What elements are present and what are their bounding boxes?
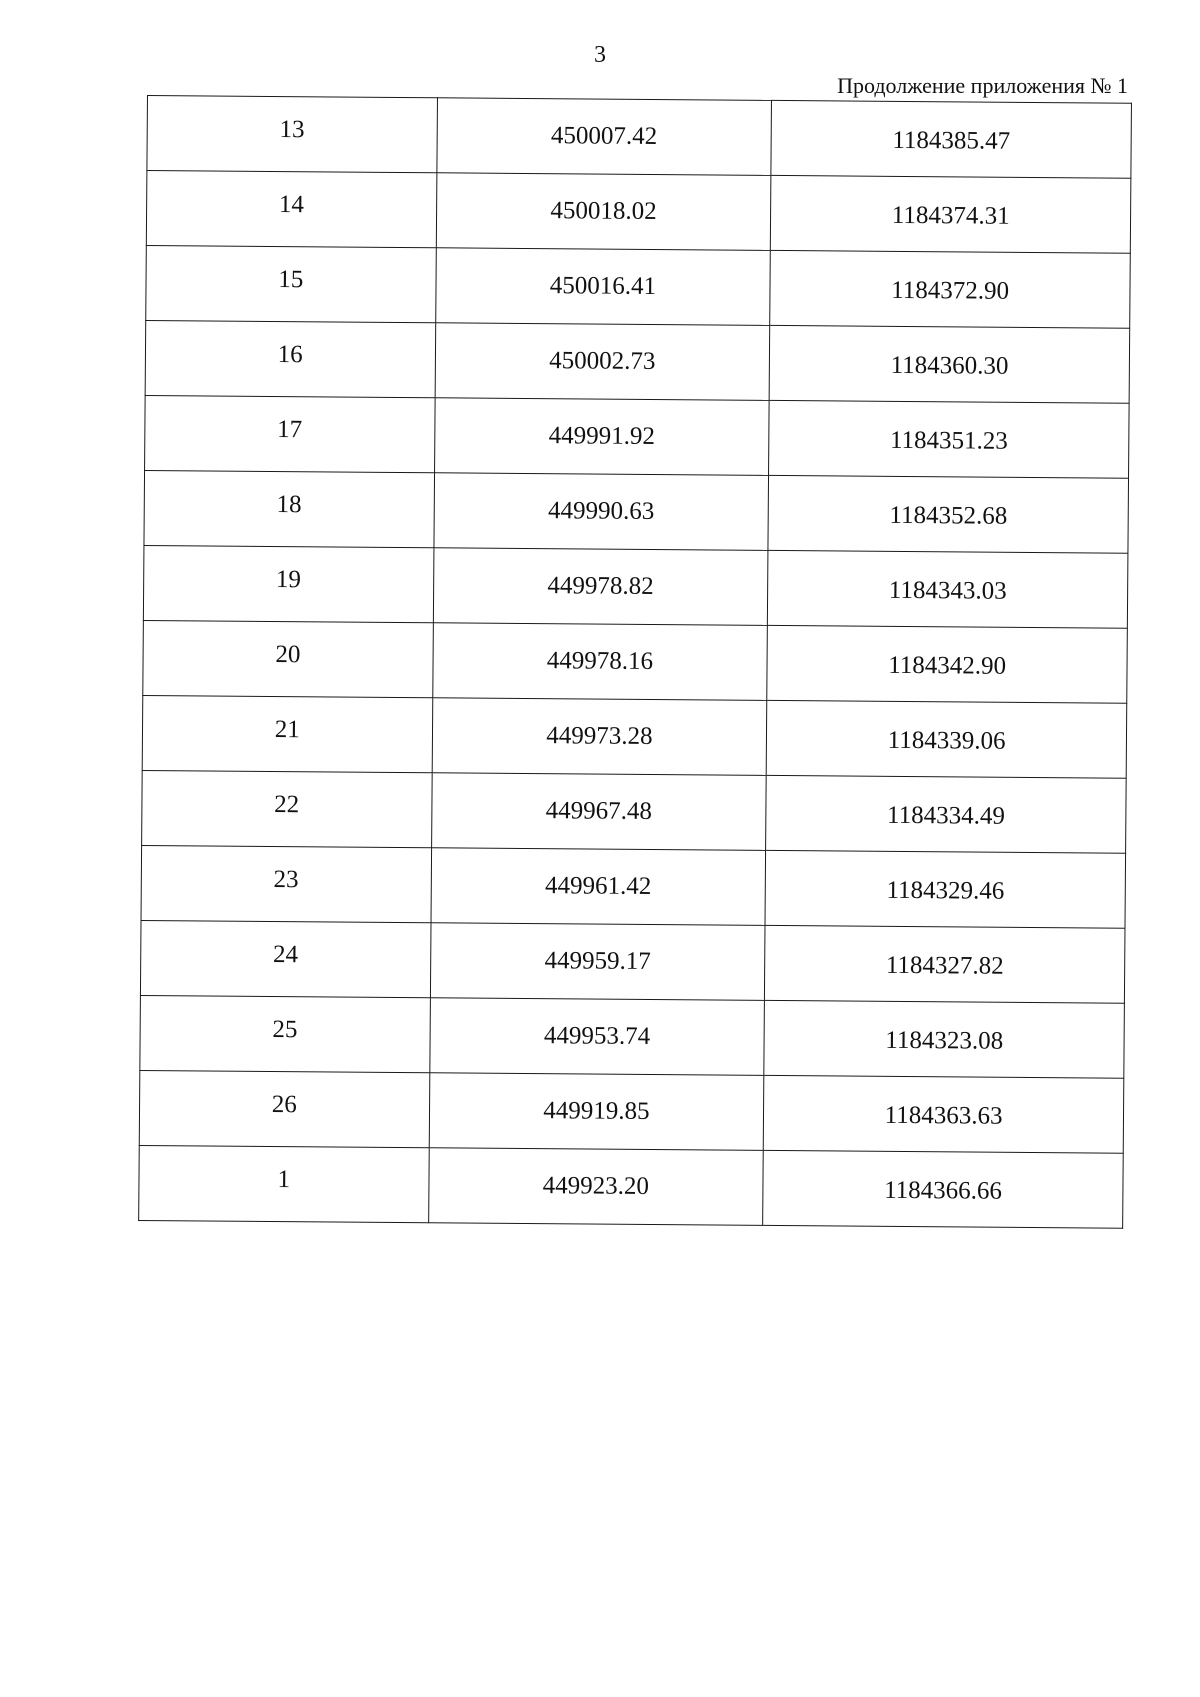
x-coordinate-cell: 449953.74 (429, 998, 764, 1076)
x-coordinate-cell: 449978.16 (432, 623, 767, 701)
continuation-label: Продолжение приложения № 1 (837, 73, 1128, 98)
y-coordinate-cell: 1184366.66 (763, 1150, 1123, 1228)
y-coordinate-cell: 1184323.08 (764, 1000, 1124, 1078)
point-number-cell: 17 (145, 395, 435, 472)
point-number-cell: 22 (142, 770, 432, 847)
table-row (140, 995, 1125, 1078)
point-number-cell: 14 (146, 171, 436, 248)
point-number-cell: 21 (142, 695, 432, 772)
y-coordinate-cell: 1184363.63 (764, 1075, 1124, 1153)
y-coordinate-cell: 1184339.06 (766, 700, 1126, 778)
x-coordinate-cell: 450007.42 (436, 98, 771, 176)
point-number-cell: 15 (146, 245, 436, 322)
table-row (140, 920, 1125, 1003)
x-coordinate-cell: 449959.17 (430, 923, 765, 1001)
table-row (144, 470, 1129, 553)
x-coordinate-cell: 449961.42 (431, 848, 766, 926)
table-row (143, 545, 1128, 628)
point-number-cell: 20 (143, 620, 433, 697)
table-row (146, 171, 1131, 254)
point-number-cell: 16 (145, 320, 435, 397)
x-coordinate-cell: 450016.41 (435, 248, 770, 326)
table-row (142, 695, 1127, 778)
table-row (142, 770, 1127, 853)
page-number: 3 (594, 42, 606, 68)
y-coordinate-cell: 1184374.31 (771, 175, 1131, 253)
point-number-cell: 13 (147, 96, 437, 173)
y-coordinate-cell: 1184334.49 (766, 775, 1126, 853)
table-row (147, 96, 1132, 179)
table-row (139, 1145, 1124, 1228)
y-coordinate-cell: 1184360.30 (769, 325, 1129, 403)
x-coordinate-cell: 449978.82 (433, 548, 768, 626)
y-coordinate-cell: 1184351.23 (769, 400, 1129, 478)
x-coordinate-cell: 449991.92 (434, 398, 769, 476)
table-row (143, 620, 1128, 703)
table-row (145, 320, 1130, 403)
coordinates-table-body (139, 96, 1132, 1229)
table-row (146, 245, 1131, 328)
table-row (145, 395, 1130, 478)
x-coordinate-cell: 449967.48 (431, 773, 766, 851)
y-coordinate-cell: 1184342.90 (767, 625, 1127, 703)
point-number-cell: 23 (141, 845, 431, 922)
y-coordinate-cell: 1184352.68 (768, 475, 1128, 553)
y-coordinate-cell: 1184329.46 (765, 850, 1125, 928)
point-number-cell: 25 (140, 995, 430, 1072)
x-coordinate-cell: 449973.28 (432, 698, 767, 776)
point-number-cell: 18 (144, 470, 434, 547)
point-number-cell: 19 (143, 545, 433, 622)
point-number-cell: 1 (139, 1145, 429, 1222)
point-number-cell: 26 (139, 1070, 429, 1147)
point-number-cell: 24 (140, 920, 430, 997)
y-coordinate-cell: 1184343.03 (768, 550, 1128, 628)
y-coordinate-cell: 1184327.82 (765, 925, 1125, 1003)
coordinates-table (138, 95, 1132, 1229)
x-coordinate-cell: 450002.73 (435, 323, 770, 401)
x-coordinate-cell: 450018.02 (436, 173, 771, 251)
table-row (139, 1070, 1124, 1153)
x-coordinate-cell: 449919.85 (429, 1073, 764, 1151)
table-row (141, 845, 1126, 928)
y-coordinate-cell: 1184385.47 (771, 100, 1131, 178)
y-coordinate-cell: 1184372.90 (770, 250, 1130, 328)
x-coordinate-cell: 449923.20 (428, 1148, 763, 1226)
x-coordinate-cell: 449990.63 (433, 473, 768, 551)
